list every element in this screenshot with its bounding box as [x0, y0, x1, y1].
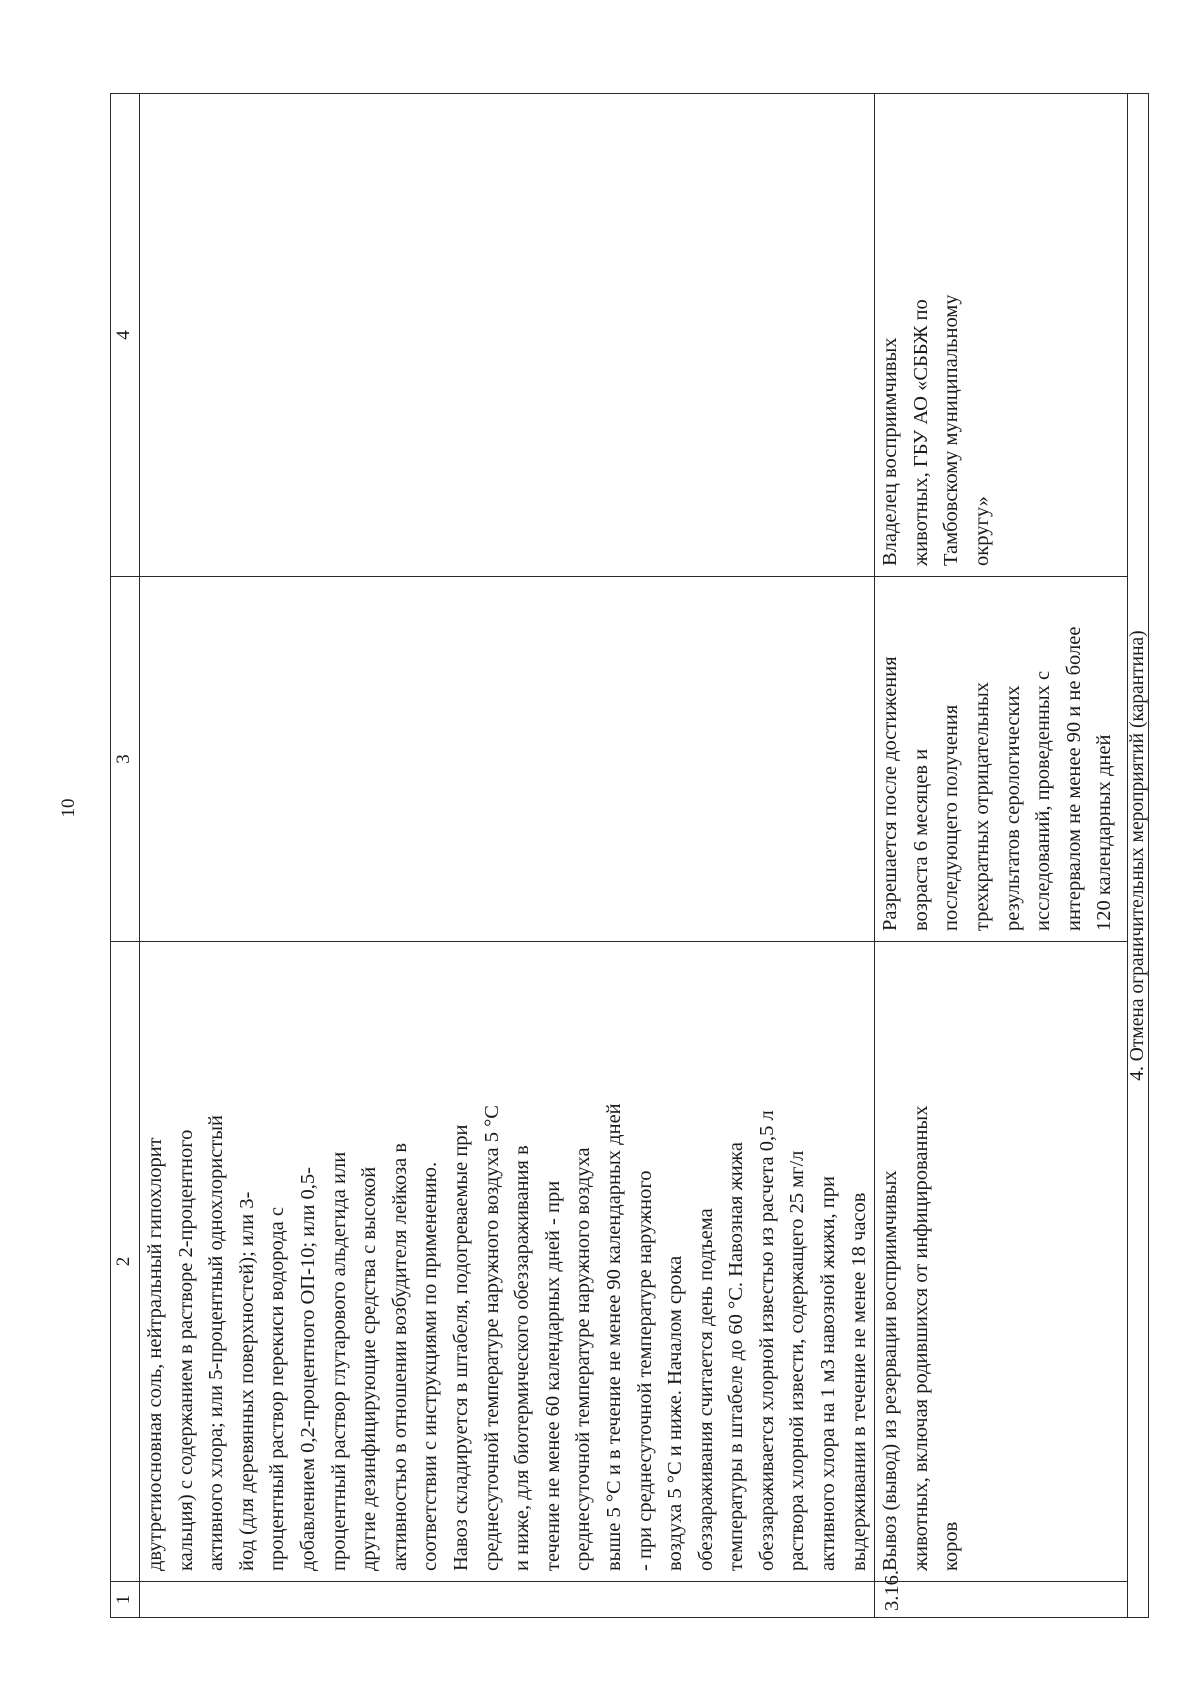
text-line: животных, ГБУ АО «СББЖ по — [909, 299, 932, 566]
measure-responsible — [875, 94, 1128, 577]
text-line: коров — [940, 1521, 963, 1571]
text-line: Вывоз (вывод) из резервации восприимчивых — [879, 1170, 902, 1571]
text-line: процентный раствор перекиси водорода с — [266, 1207, 289, 1571]
text-line: раствора хлорной извести, содержащего 25 мг/л — [786, 1150, 809, 1571]
text-line: йод (для деревянных поверхностей); или 3- — [235, 1191, 258, 1571]
text-line: обеззараживания считается день подъема — [694, 1208, 717, 1571]
text-line: температуры в штабеле до 60 °С. Навозная жижа — [725, 1142, 748, 1571]
text-line: выдерживании в течение не менее 18 часов — [847, 1192, 870, 1571]
row-number: 3.16. — [875, 1582, 1128, 1618]
text-line: выше 5 °С и в течение не менее 90 календарных дней — [602, 1103, 625, 1571]
text-line: двутретиосновная соль, нейтральный гипохлорит — [144, 1137, 166, 1571]
text-line: 120 календарных дней — [1093, 734, 1116, 931]
header-col-2: 2 — [111, 942, 140, 1582]
text-line: исследований, проведенных с — [1032, 670, 1055, 931]
text-line: и ниже, для биотермического обеззараживания в — [511, 1145, 534, 1571]
text-line: результатов серологических — [1001, 685, 1024, 931]
text-line: воздуха 5 °С и ниже. Началом срока — [664, 1255, 687, 1571]
header-row — [111, 94, 140, 1618]
text-line: среднесуточной температуре наружного воздуха 5 °С — [480, 1105, 503, 1571]
row-number — [140, 1582, 875, 1618]
text-line: трехкратных отрицательных — [971, 682, 994, 931]
header-col-3: 3 — [111, 577, 140, 942]
header-col-4: 4 — [111, 94, 140, 577]
text-line: Навоз складируется в штабеля, подогреваемые при — [449, 1124, 472, 1571]
text-line: возраста 6 месяцев и — [909, 748, 932, 931]
text-line: кальция) с содержанием в растворе 2-процентного — [174, 1129, 197, 1571]
measure-terms — [875, 577, 1128, 942]
table-row — [875, 94, 1128, 1618]
text-line: Владелец восприимчивых — [879, 337, 902, 566]
table-row — [140, 94, 875, 1618]
measure-terms — [140, 577, 875, 942]
header-col-1: 1 — [111, 1582, 140, 1618]
text-line: активного хлора; или 5-процентный однохлористый — [205, 1114, 228, 1571]
measure-description — [875, 942, 1128, 1582]
text-line: активностью в отношении возбудителя лейкоза в — [388, 1142, 411, 1571]
text-line: другие дезинфицирующие средства с высокой — [358, 1166, 381, 1571]
text-line: Разрешается после достижения — [879, 656, 902, 931]
rotated-table-container — [110, 94, 1149, 1618]
text-line: округу» — [971, 496, 994, 566]
measure-description — [140, 942, 875, 1582]
text-line: активного хлора на 1 м3 навозной жижи, при — [817, 1176, 840, 1571]
text-line: добавлением 0,2-процентного ОП-10; или 0,5- — [296, 1166, 319, 1571]
text-line: среднесуточной температуре наружного воздуха — [572, 1147, 595, 1571]
text-line: Тамбовскому муниципальному — [940, 294, 963, 566]
text-line: обеззараживается хлорной известью из расчета 0,5 л — [755, 1110, 778, 1571]
text-line: последующего получения — [940, 704, 963, 931]
text-line: течение не менее 60 календарных дней - при — [541, 1180, 564, 1571]
page-number: 10 — [58, 798, 79, 818]
section-row — [1128, 94, 1149, 1618]
measure-responsible — [140, 94, 875, 577]
text-line: интервалом не менее 90 и не более — [1062, 626, 1085, 931]
text-line: соответствии с инструкциями по применению. — [419, 1161, 442, 1571]
text-line: животных, включая родившихся от инфицированных — [909, 1105, 932, 1571]
text-line: процентный раствор глутарового альдегида или — [327, 1151, 350, 1571]
measures-table — [110, 93, 1149, 1618]
section-title: 4. Отмена ограничительных мероприятий (карантина) — [1128, 94, 1149, 1618]
text-line: - при среднесуточной температуре наружного — [633, 1170, 656, 1571]
